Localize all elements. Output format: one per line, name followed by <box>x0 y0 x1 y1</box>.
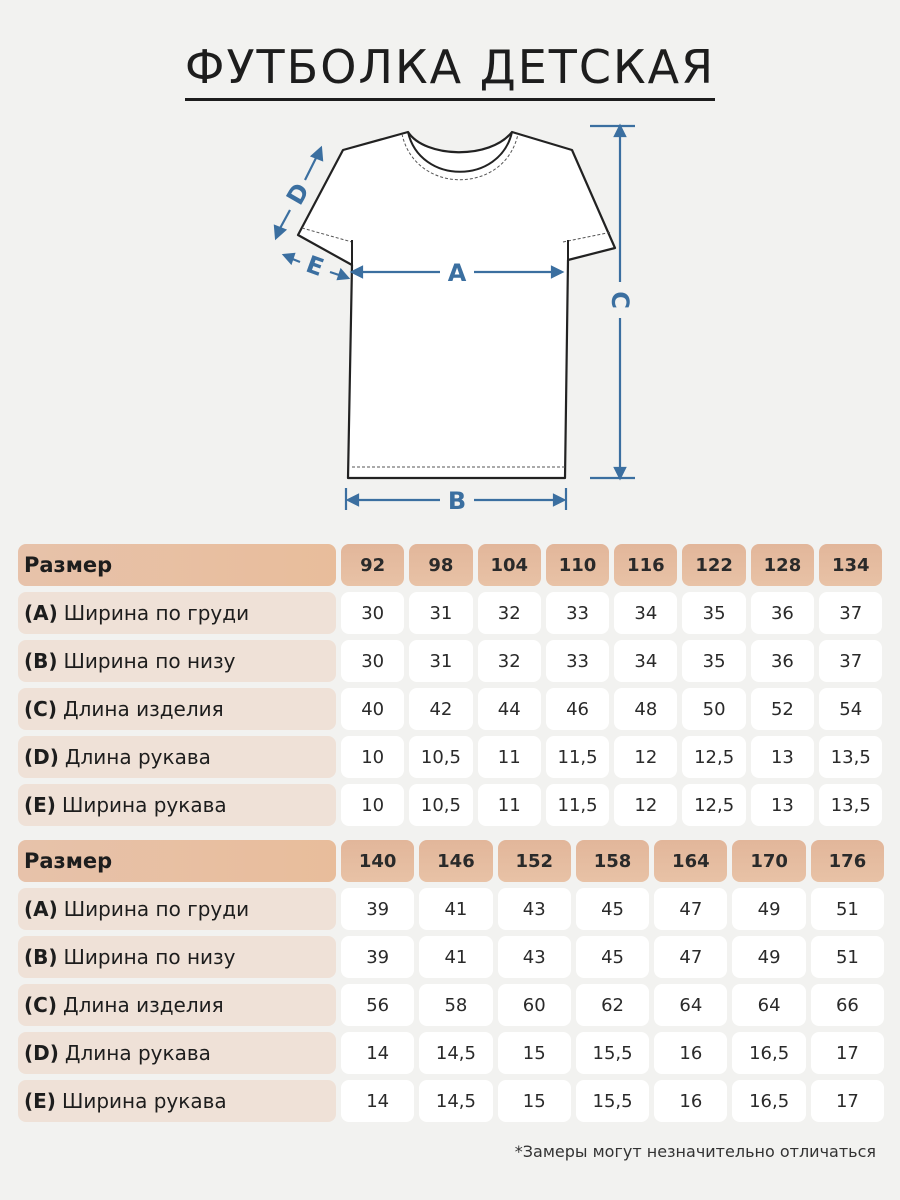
table-row <box>18 888 884 930</box>
row-label-text: Ширина рукава <box>61 1089 227 1113</box>
value-cell: 36 <box>751 640 814 682</box>
value-cell: 12,5 <box>682 784 745 826</box>
row-label <box>18 592 336 634</box>
value-cell: 15,5 <box>576 1032 649 1074</box>
value-cell: 14 <box>341 1080 414 1122</box>
size-cell: 158 <box>576 840 649 882</box>
row-code: (A) <box>24 601 58 625</box>
value-cell: 14,5 <box>419 1032 492 1074</box>
table-row <box>18 640 882 682</box>
value-cell: 51 <box>811 888 884 930</box>
size-table-2 <box>18 840 884 1128</box>
value-cell: 56 <box>341 984 414 1026</box>
value-cell: 50 <box>682 688 745 730</box>
value-cell: 10 <box>341 736 404 778</box>
size-cell: 170 <box>732 840 805 882</box>
page-title: ФУТБОЛКА ДЕТСКАЯ <box>0 40 900 94</box>
table-row <box>18 784 882 826</box>
row-label-text: Ширина по груди <box>63 897 250 921</box>
value-cell: 34 <box>614 592 677 634</box>
value-cell: 46 <box>546 688 609 730</box>
label-d: D <box>280 178 316 210</box>
value-cell: 33 <box>546 592 609 634</box>
row-label <box>18 984 336 1026</box>
value-cell: 10,5 <box>409 736 472 778</box>
value-cell: 58 <box>419 984 492 1026</box>
size-cell: 146 <box>419 840 492 882</box>
value-cell: 10,5 <box>409 784 472 826</box>
value-cell: 39 <box>341 888 414 930</box>
size-cell: 98 <box>409 544 472 586</box>
value-cell: 16 <box>654 1032 727 1074</box>
value-cell: 13,5 <box>819 736 882 778</box>
tshirt-outline <box>298 132 615 478</box>
size-header-label: Размер <box>18 840 336 882</box>
value-cell: 41 <box>419 888 492 930</box>
value-cell: 60 <box>498 984 571 1026</box>
value-cell: 13 <box>751 736 814 778</box>
row-code: (B) <box>24 945 58 969</box>
value-cell: 47 <box>654 888 727 930</box>
value-cell: 48 <box>614 688 677 730</box>
value-cell: 39 <box>341 936 414 978</box>
value-cell: 35 <box>682 640 745 682</box>
value-cell: 11,5 <box>546 784 609 826</box>
row-label <box>18 1080 336 1122</box>
row-label <box>18 888 336 930</box>
row-label-text: Длина рукава <box>64 1041 211 1065</box>
size-cell: 110 <box>546 544 609 586</box>
size-cell: 140 <box>341 840 414 882</box>
value-cell: 13,5 <box>819 784 882 826</box>
size-cell: 92 <box>341 544 404 586</box>
label-e: E <box>302 250 328 282</box>
size-cell: 152 <box>498 840 571 882</box>
value-cell: 40 <box>341 688 404 730</box>
value-cell: 31 <box>409 640 472 682</box>
size-cell: 164 <box>654 840 727 882</box>
row-code: (D) <box>24 1041 59 1065</box>
value-cell: 62 <box>576 984 649 1026</box>
table-row <box>18 984 884 1026</box>
value-cell: 32 <box>478 640 541 682</box>
row-code: (C) <box>24 993 57 1017</box>
row-label-text: Длина рукава <box>64 745 211 769</box>
value-cell: 41 <box>419 936 492 978</box>
row-code: (C) <box>24 697 57 721</box>
label-a: A <box>447 259 467 287</box>
value-cell: 30 <box>341 640 404 682</box>
row-code: (A) <box>24 897 58 921</box>
value-cell: 43 <box>498 936 571 978</box>
value-cell: 49 <box>732 936 805 978</box>
value-cell: 11 <box>478 736 541 778</box>
table-row <box>18 1080 884 1122</box>
value-cell: 34 <box>614 640 677 682</box>
value-cell: 54 <box>819 688 882 730</box>
row-code: (D) <box>24 745 59 769</box>
table-row <box>18 1032 884 1074</box>
table-header-row <box>18 544 882 586</box>
row-label-text: Ширина по низу <box>63 649 236 673</box>
value-cell: 45 <box>576 936 649 978</box>
value-cell: 16 <box>654 1080 727 1122</box>
row-label-text: Длина изделия <box>62 993 224 1017</box>
value-cell: 12 <box>614 736 677 778</box>
value-cell: 47 <box>654 936 727 978</box>
value-cell: 15 <box>498 1080 571 1122</box>
row-label-text: Ширина рукава <box>61 793 227 817</box>
size-cell: 122 <box>682 544 745 586</box>
row-code: (E) <box>24 793 56 817</box>
row-label <box>18 936 336 978</box>
table-header-row <box>18 840 884 882</box>
value-cell: 37 <box>819 640 882 682</box>
value-cell: 36 <box>751 592 814 634</box>
value-cell: 17 <box>811 1080 884 1122</box>
value-cell: 31 <box>409 592 472 634</box>
size-cell: 116 <box>614 544 677 586</box>
row-label-text: Ширина по груди <box>63 601 250 625</box>
table-row <box>18 736 882 778</box>
label-b: B <box>447 487 467 515</box>
row-label <box>18 640 336 682</box>
value-cell: 11,5 <box>546 736 609 778</box>
value-cell: 15 <box>498 1032 571 1074</box>
value-cell: 44 <box>478 688 541 730</box>
row-code: (E) <box>24 1089 56 1113</box>
value-cell: 11 <box>478 784 541 826</box>
value-cell: 52 <box>751 688 814 730</box>
value-cell: 66 <box>811 984 884 1026</box>
value-cell: 14 <box>341 1032 414 1074</box>
value-cell: 35 <box>682 592 745 634</box>
size-cell: 176 <box>811 840 884 882</box>
table-row <box>18 936 884 978</box>
value-cell: 64 <box>732 984 805 1026</box>
value-cell: 16,5 <box>732 1032 805 1074</box>
value-cell: 15,5 <box>576 1080 649 1122</box>
row-label <box>18 784 336 826</box>
value-cell: 37 <box>819 592 882 634</box>
row-label <box>18 736 336 778</box>
value-cell: 42 <box>409 688 472 730</box>
value-cell: 14,5 <box>419 1080 492 1122</box>
value-cell: 13 <box>751 784 814 826</box>
table-row <box>18 688 882 730</box>
table-row <box>18 592 882 634</box>
value-cell: 17 <box>811 1032 884 1074</box>
value-cell: 64 <box>654 984 727 1026</box>
row-label <box>18 688 336 730</box>
size-cell: 104 <box>478 544 541 586</box>
value-cell: 51 <box>811 936 884 978</box>
value-cell: 12 <box>614 784 677 826</box>
tshirt-diagram <box>0 110 900 520</box>
row-label-text: Ширина по низу <box>63 945 236 969</box>
row-code: (B) <box>24 649 58 673</box>
value-cell: 32 <box>478 592 541 634</box>
size-cell: 134 <box>819 544 882 586</box>
size-cell: 128 <box>751 544 814 586</box>
row-label <box>18 1032 336 1074</box>
value-cell: 30 <box>341 592 404 634</box>
value-cell: 43 <box>498 888 571 930</box>
value-cell: 33 <box>546 640 609 682</box>
value-cell: 16,5 <box>732 1080 805 1122</box>
row-label-text: Длина изделия <box>62 697 224 721</box>
size-header-label: Размер <box>18 544 336 586</box>
value-cell: 10 <box>341 784 404 826</box>
size-table-1 <box>18 544 882 832</box>
value-cell: 49 <box>732 888 805 930</box>
value-cell: 12,5 <box>682 736 745 778</box>
value-cell: 45 <box>576 888 649 930</box>
label-c: C <box>606 291 634 309</box>
footnote: *Замеры могут незначительно отличаться <box>514 1142 876 1161</box>
